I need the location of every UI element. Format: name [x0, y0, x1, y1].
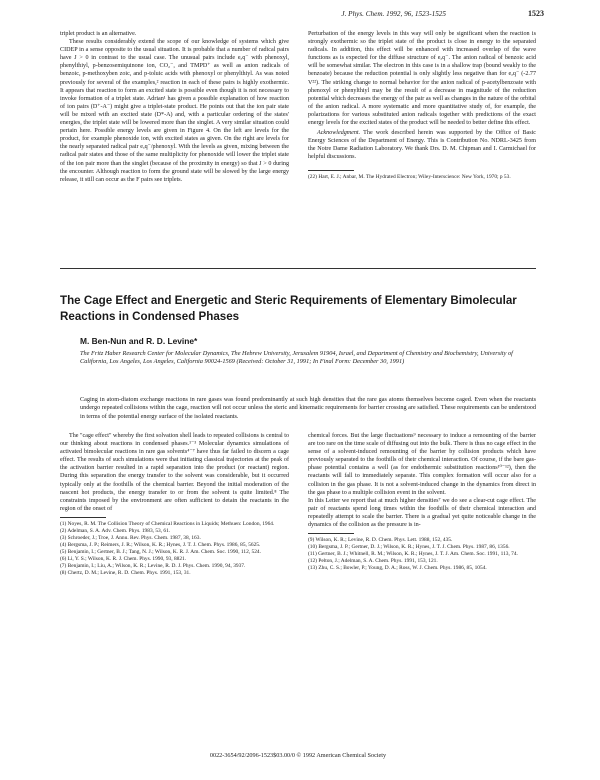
reference-list [308, 537, 536, 572]
reference-item: (11) Gertner, B. J.; Whitnell, R. M.; Wilson, K. R.; Hynes, J. T. J. Am. Chem. Soc. 1991, 113, 74. [308, 551, 518, 558]
acknowledgment-label: Acknowledgment. [317, 130, 361, 137]
page-number: 1523 [528, 9, 544, 18]
article-authors: M. Ben-Nun and R. D. Levine* [80, 336, 198, 346]
reference-list [60, 521, 289, 577]
reference-item: (1) Noyes, R. M. The Collision Theory of Chemical Reactions in Liquids; Methuen: London, 1964. [60, 520, 275, 527]
reference-list [308, 174, 536, 181]
acknowledgment [308, 129, 536, 161]
article-left-column [60, 432, 289, 577]
article-right-column [308, 432, 536, 572]
prev-article-right-column [308, 30, 536, 181]
body-paragraph: chemical forces. But the large fluctuations⁹ necessary to induce a remounting of the barrier are too rare on the time scale of diffusing out into the bulk. There is thus no cage effect in the sense of a solvent-induced remounting of the barrier by collision products which have previously separated to the foothills of their chemical interaction. Of course, if the bare gas-phase potential contains a well (as for endothermic substitution reactions¹⁰⁻¹²), then the reactants will fall to immediately separate. This complex formation will occur also for a collision in the gas phase. It is not a solvent-induced change in the dynamics from direct in the gas phase to a multiple collision event in the solvent. In this Letter we report that at much higher densities⁷ we do see a clear-cut cage effect. The pair of reactants spend long times within the foothills of their chemical interaction and repeatedly attempt to scale the barrier. There is a gradual yet quite noticeable change in the dynamics of the collision as the pressure is in- [308, 433, 536, 529]
reference-divider [60, 517, 106, 518]
body-paragraph: The "cage effect" whereby the first solvation shell leads to repeated collisions is central to our thinking about reactions in condensed phases.¹⁻³ Molecular dynamics simulations of activated bimolecular reactions in rare gas solvents⁴⁻⁷ have thus far failed to discern a cage effect. The results of such simulations were that initiating classical trajectories at the peak of the activation barrier resulted in a rapid separation into the product (or reactant) region. During this separation the energy transfer to the solvent was considerable, but it occurred typically only at the foothills of the chemical barrier. Beyond the initial moderation of the nascent hot products, the energy transfer to or from the solvent is quite limited.⁸ The constraints imposed by the environment are often sufficient to detain the reactants in the region of the onset of [60, 433, 289, 512]
copyright-footer: 0022-3654/92/2096-1523$03.00/0 © 1992 American Chemical Society [209, 752, 387, 759]
page-header [60, 9, 544, 24]
reference-item: (4) Bergsma, J. P.; Reimers, J. R.; Wilson, K. R.; Hynes, J. T. J. Chem. Phys. 1986, 85, 5625. [60, 541, 261, 548]
article-divider [60, 268, 536, 269]
reference-item: (7) Benjamin, I.; Liu, A.; Wilson, K. R.; Levine, R. D. J. Phys. Chem. 1990, 94, 3937. [60, 562, 246, 569]
reference-item: (10) Bergsma, J. P.; Gertner, D. J.; Wilson, K. R.; Hynes, J. T. J. Chem. Phys. 1987, 86, 1356. [308, 544, 510, 551]
article-title: The Cage Effect and Energetic and Steric Requirements of Elementary Bimolecular Reactions in Condensed Phases [60, 294, 517, 323]
reference-divider [308, 533, 354, 534]
reference-divider [308, 170, 354, 171]
reference-item: (3) Schroeder, J.; Troe, J. Annu. Rev. Phys. Chem. 1987, 38, 163. [60, 534, 201, 541]
prev-article-left-column [60, 30, 289, 184]
reference-item: (5) Benjamin, I.; Gertner, B. J.; Tang, N. J.; Wilson, K. R. J. Am. Chem. Soc. 1990, 112, 524. [60, 548, 261, 555]
reference-item: (9) Wilson, K. R.; Levine, R. D. Chem. Phys. Lett. 1988, 152, 435. [308, 537, 453, 544]
reference-item: (2) Adelman, S. A. Adv. Chem. Phys. 1983, 53, 61. [60, 527, 171, 534]
article-abstract: Caging in atom-diatom exchange reactions in rare gases was found predominantly at such high densities that the rare gas atoms themselves become caged. Even when the reactants undergo repeated collisions within the cage, reaction will not occur unless the steric and kinematic requirements for barrier crossing are satisfied. These requirements can be understood in terms of the potential energy surface of the isolated reactants. [80, 396, 536, 420]
reference-item: (6) Li, Y. S.; Wilson, K. R. J. Chem. Phys. 1990, 93, 8821. [60, 555, 187, 562]
article-affiliation: The Fritz Haber Research Center for Molecular Dynamics, The Hebrew University, Jerusalem 91904, Israel, and Department of Chemistry and Biochemistry, University of California, Los Angeles, Los Angeles, California 90024-1569 (Received: October 31, 1991; In Final Form: December 30, 1991) [80, 350, 513, 366]
body-paragraph: These results considerably extend the scope of our knowledge of systems which give CIDEP in a sense opposite to the usual situation. It is probable that a number of radical pairs have J > 0 in contrast to the usual case. The unusual pairs include eₐq⁻ with phenoxyl, phenylthiyl, p-benzosemiquinone ion, CO₂⁻, and TMPD⁺ as well as anion radicals of benzoic, p-methoxyben zoic, and p-toluic acids with phenoxyl or phenylthiyl. As was noted previously for several of the examples,² reaction in each of these pairs is highly exothermic. It appears that reaction to form an excited state is possible even though it is not necessary to invoke formation of a triplet state. Adrian¹ has given a possible explanation of how reaction of ion pairs (D⁺-A⁻) might give a triplet-state product. He points out that the ion pair state will be mixed with an excited state (D*-A) and, with a particular ordering of the states' energies, the triplet state will be lowered more than the singlet. A very similar situation could pertain here. Possible energy levels are given in Figure 4. On the left are levels for the product, for example phenoxide ion, with excited states as given. On the right are levels for the nearly separated radical pair eₐq⁻/phenoxyl. With the levels as given, mixing between the radical pair states and those of the same multiplicity for phenoxide will lower the triplet state of the ion pair more than the singlet (because of the proximity in energy) so that J > 0 during the encounter. Although reaction to form the ground state will be slowed by the large energy release, it still can occur as the F pairs see triplets. [60, 39, 289, 183]
journal-citation: J. Phys. Chem. 1992, 96, 1523-1525 [341, 10, 446, 18]
reference-item: (12) Pelton, J.; Adelman, S. A. Chem. Phys. 1991, 153, 121. [308, 558, 438, 565]
body-paragraph: Perturbation of the energy levels in this way will only be significant when the reaction is strongly exothermic so the triplet state of the product is close in energy to the separated radicals. In addition, this effect will be enhanced with increased overlap of the wave functions as is expected for the diffuse structure of eₐq⁻. The anion radical of benzoic acid will be somewhat similar. The electron in this case is in a shallow trap (bound weakly to the benzoate) because the reduction potential is only slightly less negative than for eₐq⁻ (-2.77 V²²). The striking change to normal behavior for the anion radical of p-acetylbenzoate with phenoxyl or phenylthiyl may be the result of a decrease in magnitude of the reduction potential which decreases the energy of the pair as well as changes in the nature of the orbital of the anion radical. A more systematic and more quantitative study of, for example, the polarizations for various substituted anion radicals together with predictions of the exact energy levels for the excited states of the product will be needed to better define this effect. [308, 31, 536, 127]
acknowledgment-text: The work described herein was supported by the Office of Basic Energy Sciences of the Department of Energy. This is Contribution No. NDRL-3425 from the Notre Dame Radiation Laboratory. We thank Drs. D. M. Chipman and I. Carmichael for helpful discussions. [308, 130, 537, 161]
reference-item: (22) Hart, E. J.; Anbar, M. The Hydrated Electron; Wiley-Interscience: New York, 1970; p 53. [308, 173, 511, 180]
reference-item: (13) Zhu, C. S.; Bowler, P.; Young, D. A.; Ross, W. J. Chem. Phys. 1986, 85, 1054. [308, 565, 487, 572]
reference-item: (8) Chertz, D. M.; Levine, R. D. Chem. Phys. 1991, 153, 31. [60, 569, 191, 576]
body-paragraph: triplet product is an alternative. [60, 31, 137, 37]
